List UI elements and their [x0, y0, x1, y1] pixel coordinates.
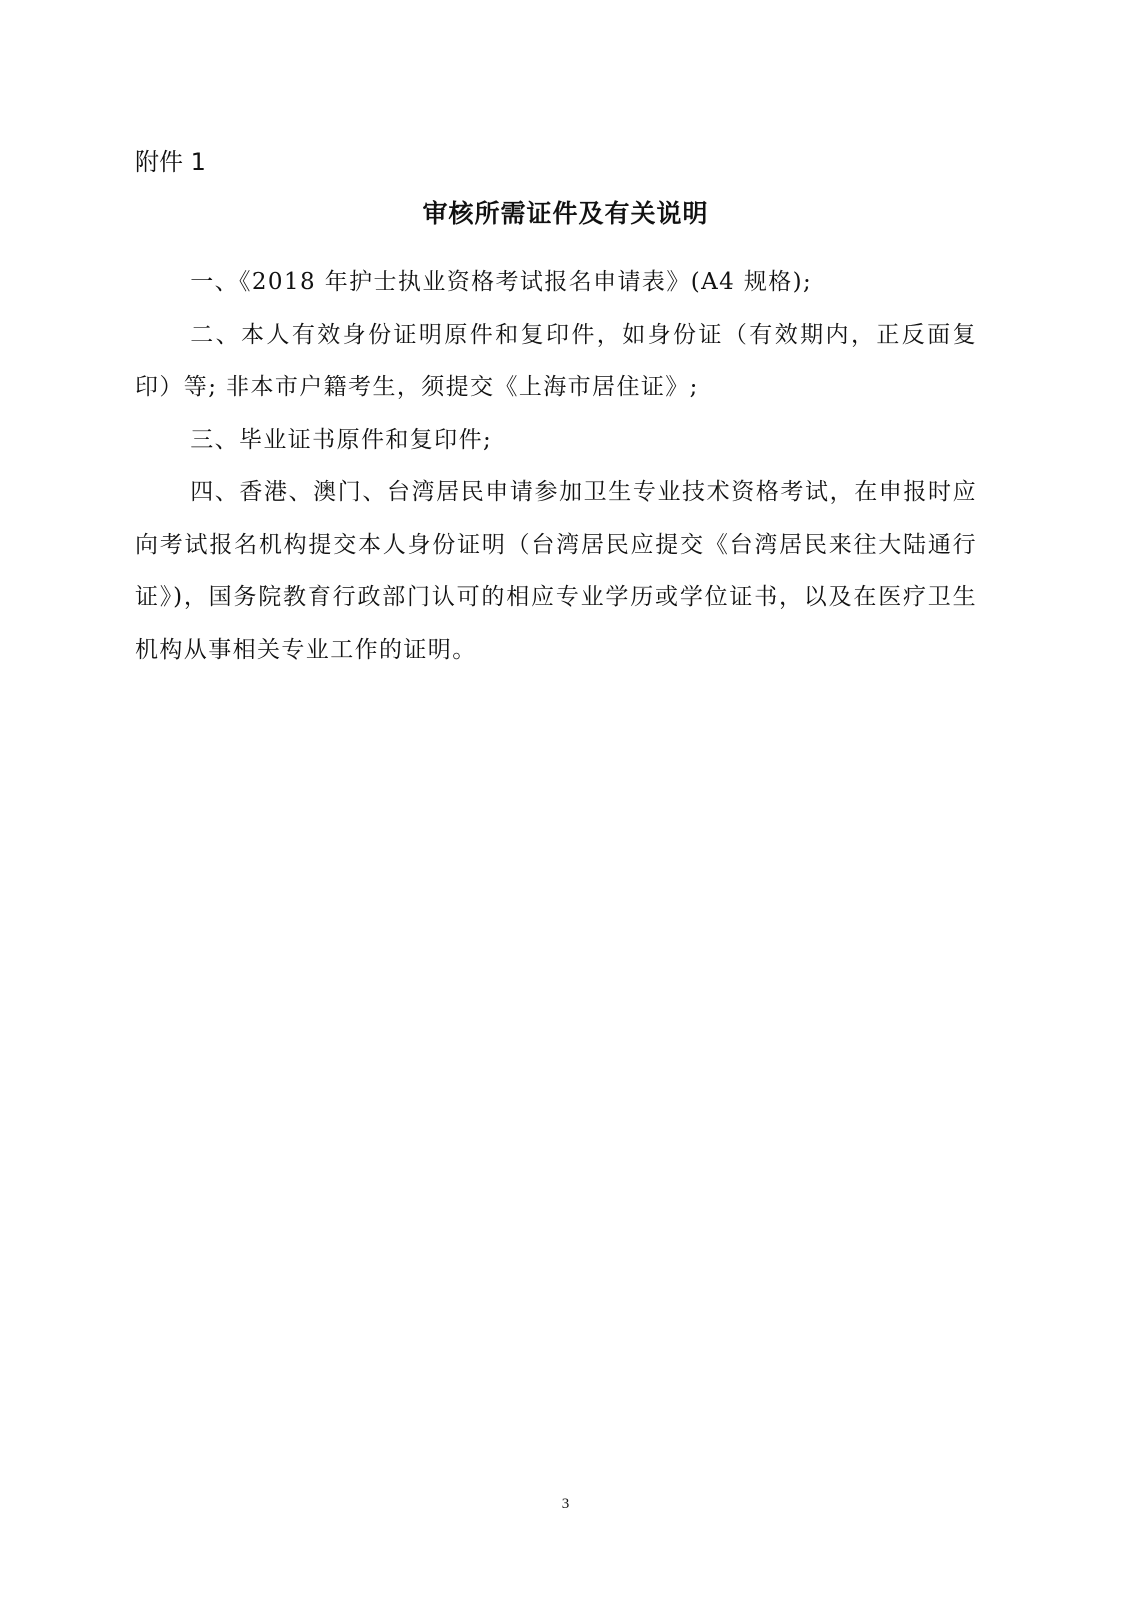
document-title: 审核所需证件及有关说明 — [422, 199, 709, 228]
attachment-label: 附件 1 — [135, 148, 206, 176]
paragraph-3: 三、毕业证书原件和复印件; — [190, 426, 493, 453]
page-number: 3 — [561, 1496, 570, 1512]
paragraph-2: 二、本人有效身份证明原件和复印件，如身份证（有效期内，正反面复印）等; 非本市户籍考生，须提交《上海市居住证》; — [135, 321, 977, 400]
paragraph-4: 四、香港、澳门、台湾居民申请参加卫生专业技术资格考试，在申报时应向考试报名机构提交本人身份证明（台湾居民应提交《台湾居民来往大陆通行证》)，国务院教育行政部门认可的相应专业学历或学位证书，以及在医疗卫生机构从事相关专业工作的证明。 — [135, 479, 977, 663]
paragraph-1: 一、《2018 年护士执业资格考试报名申请表》(A4 规格); — [190, 269, 813, 295]
document-body — [135, 256, 977, 676]
